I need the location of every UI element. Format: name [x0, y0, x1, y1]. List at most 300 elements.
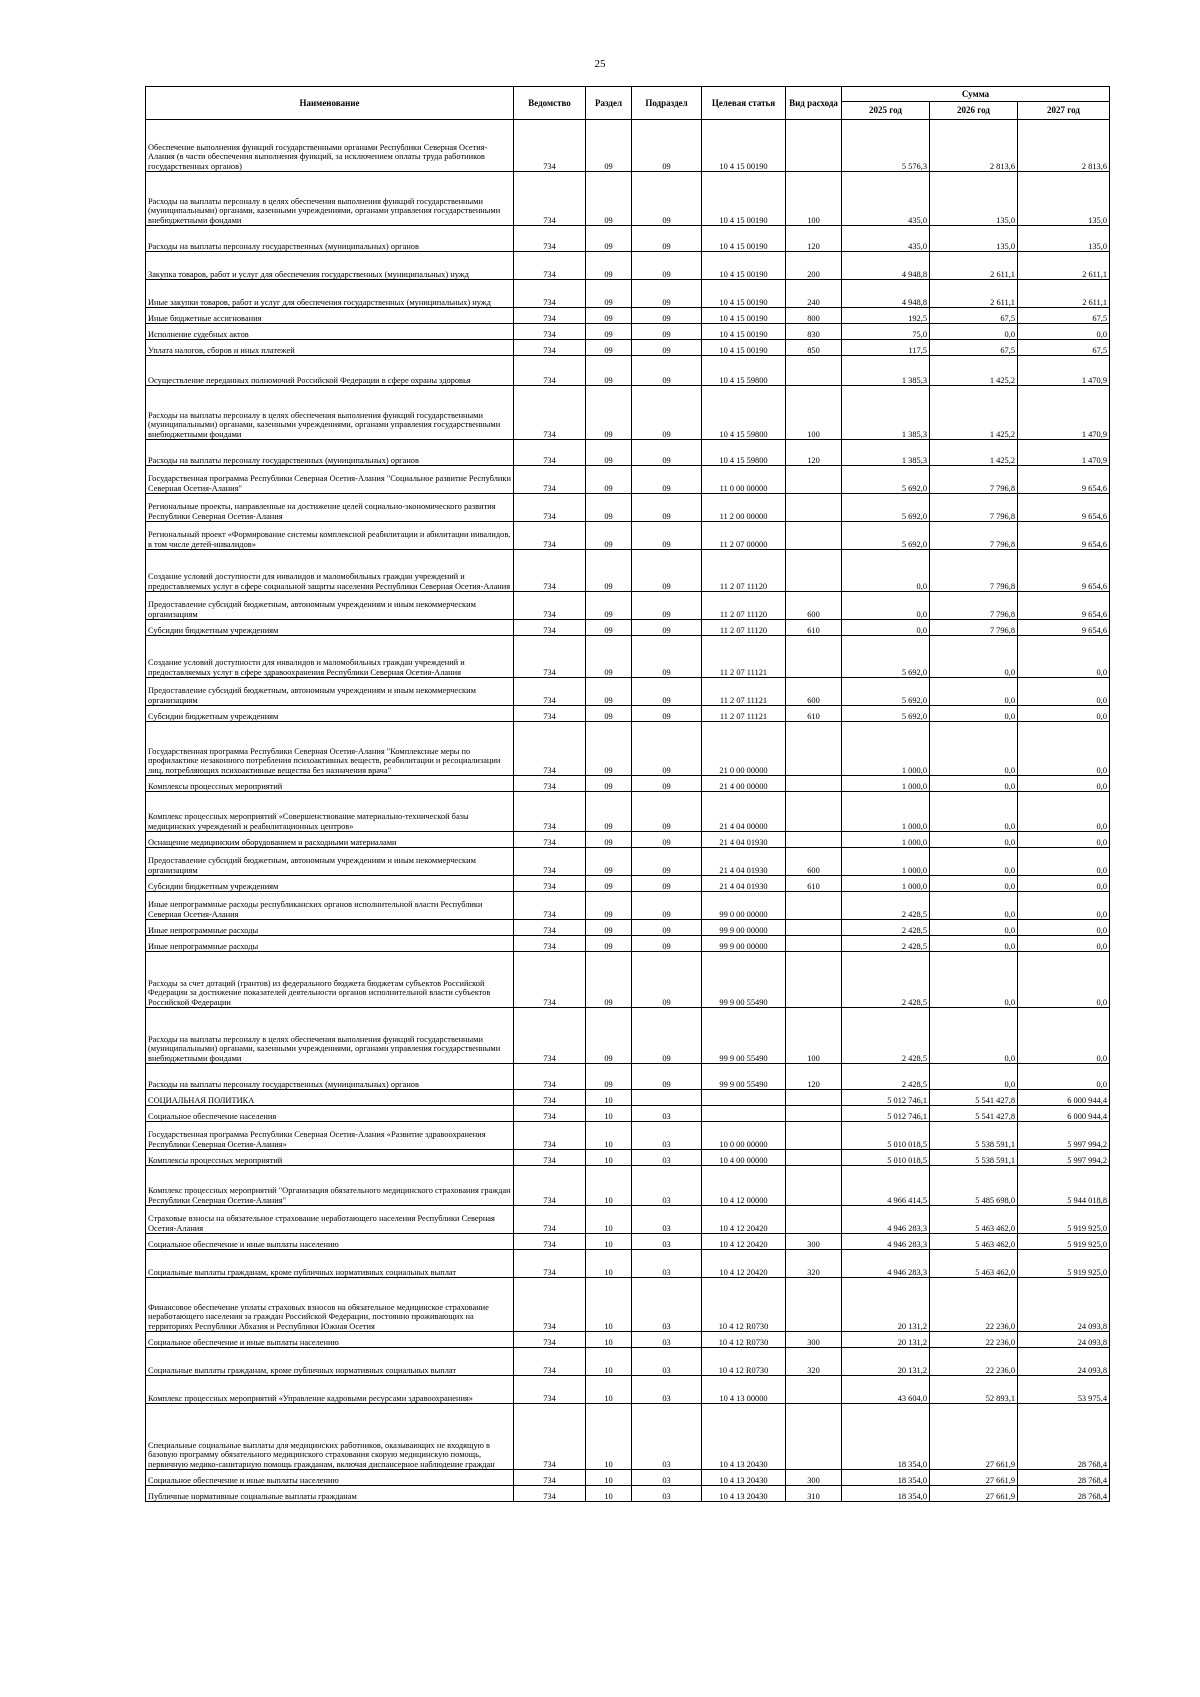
cell-2025: 435,0 — [842, 172, 930, 226]
cell-exp-type — [786, 722, 842, 776]
cell-2025: 2 428,5 — [842, 952, 930, 1008]
cell-subsection: 09 — [632, 340, 702, 356]
cell-exp-type: 800 — [786, 308, 842, 324]
cell-name: Государственная программа Республики Северная Осетия-Алания "Социальное развитие Республики Северная Осетия-Алания" — [146, 466, 514, 494]
cell-section: 09 — [586, 620, 632, 636]
cell-target: 10 4 13 00000 — [702, 1376, 786, 1404]
header-year-2025: 2025 год — [842, 102, 930, 120]
cell-exp-type: 120 — [786, 1064, 842, 1090]
cell-2025: 0,0 — [842, 592, 930, 620]
cell-subsection: 09 — [632, 226, 702, 252]
cell-2027: 28 768,4 — [1018, 1404, 1110, 1470]
cell-name: Государственная программа Республики Северная Осетия-Алания "Комплексные меры по профилактике незаконного потребления психоактивных веществ, реабилитации и ресоциализации лиц, потребляющих психоактивные вещества без назначения врача" — [146, 722, 514, 776]
cell-section: 10 — [586, 1122, 632, 1150]
cell-target: 11 2 07 11121 — [702, 636, 786, 678]
cell-2025: 5 576,3 — [842, 120, 930, 172]
cell-target: 21 4 04 01930 — [702, 832, 786, 848]
cell-name: Социальные выплаты гражданам, кроме публичных нормативных социальных выплат — [146, 1348, 514, 1376]
cell-target — [702, 1106, 786, 1122]
cell-2025: 1 000,0 — [842, 876, 930, 892]
cell-2026: 0,0 — [930, 920, 1018, 936]
cell-target: 10 4 13 20430 — [702, 1404, 786, 1470]
cell-name: Иные непрограммные расходы республиканских органов исполнительной власти Республики Северная Осетия-Алания — [146, 892, 514, 920]
cell-2027: 6 000 944,4 — [1018, 1106, 1110, 1122]
cell-dept: 734 — [514, 936, 586, 952]
cell-exp-type — [786, 1150, 842, 1166]
cell-section: 09 — [586, 706, 632, 722]
cell-2026: 0,0 — [930, 678, 1018, 706]
cell-2025: 0,0 — [842, 620, 930, 636]
cell-2027: 5 944 018,8 — [1018, 1166, 1110, 1206]
cell-section: 09 — [586, 678, 632, 706]
cell-2025: 5 692,0 — [842, 522, 930, 550]
table-row — [146, 1250, 1110, 1278]
cell-target: 11 2 07 11120 — [702, 592, 786, 620]
cell-dept: 734 — [514, 1064, 586, 1090]
table-row — [146, 1206, 1110, 1234]
cell-2026: 67,5 — [930, 308, 1018, 324]
cell-subsection: 09 — [632, 440, 702, 466]
cell-name: Социальное обеспечение населения — [146, 1106, 514, 1122]
cell-2027: 24 093,8 — [1018, 1332, 1110, 1348]
cell-section: 09 — [586, 172, 632, 226]
cell-exp-type — [786, 120, 842, 172]
cell-2027: 9 654,6 — [1018, 592, 1110, 620]
cell-name: Обеспечение выполнения функций государственными органами Республики Северная Осетия-Алания (в части обеспечения выполнения функций, за исключением оплаты труда работников государственных органов) — [146, 120, 514, 172]
cell-dept: 734 — [514, 1486, 586, 1502]
cell-2025: 435,0 — [842, 226, 930, 252]
cell-subsection: 03 — [632, 1376, 702, 1404]
cell-name: Расходы на выплаты персоналу в целях обеспечения выполнения функций государственными (муниципальными) органами, казенными учреждениями, органами управления государственными внебюджетными фондами — [146, 1008, 514, 1064]
cell-2025: 0,0 — [842, 550, 930, 592]
cell-dept: 734 — [514, 280, 586, 308]
cell-subsection: 09 — [632, 386, 702, 440]
cell-2025: 5 012 746,1 — [842, 1106, 930, 1122]
table-row — [146, 678, 1110, 706]
cell-dept: 734 — [514, 1166, 586, 1206]
cell-section: 10 — [586, 1332, 632, 1348]
cell-2026: 0,0 — [930, 324, 1018, 340]
cell-target: 21 4 00 00000 — [702, 776, 786, 792]
cell-section: 10 — [586, 1278, 632, 1332]
cell-dept: 734 — [514, 226, 586, 252]
cell-2026: 7 796,8 — [930, 592, 1018, 620]
cell-dept: 734 — [514, 920, 586, 936]
cell-dept: 734 — [514, 308, 586, 324]
cell-2025: 5 010 018,5 — [842, 1150, 930, 1166]
cell-section: 09 — [586, 936, 632, 952]
cell-dept: 734 — [514, 550, 586, 592]
cell-name: Иные непрограммные расходы — [146, 920, 514, 936]
cell-section: 09 — [586, 280, 632, 308]
cell-dept: 734 — [514, 1206, 586, 1234]
cell-exp-type: 600 — [786, 678, 842, 706]
cell-name: Создание условий доступности для инвалидов и маломобильных граждан учреждений и предоставляемых услуг в сфере социальной защиты населения Республики Северная Осетия-Алания — [146, 550, 514, 592]
cell-2026: 5 541 427,8 — [930, 1106, 1018, 1122]
cell-subsection: 09 — [632, 252, 702, 280]
cell-dept: 734 — [514, 832, 586, 848]
cell-target: 21 4 04 00000 — [702, 792, 786, 832]
cell-2027: 9 654,6 — [1018, 494, 1110, 522]
cell-subsection: 09 — [632, 936, 702, 952]
cell-2027: 5 997 994,2 — [1018, 1150, 1110, 1166]
cell-section: 09 — [586, 120, 632, 172]
cell-2026: 0,0 — [930, 1064, 1018, 1090]
cell-dept: 734 — [514, 120, 586, 172]
cell-subsection: 03 — [632, 1206, 702, 1234]
cell-dept: 734 — [514, 1008, 586, 1064]
cell-name: Комплексы процессных мероприятий — [146, 1150, 514, 1166]
cell-dept: 734 — [514, 1122, 586, 1150]
cell-target: 10 0 00 00000 — [702, 1122, 786, 1150]
cell-name: Расходы на выплаты персоналу в целях обеспечения выполнения функций государственными (муниципальными) органами, казенными учреждениями, органами управления государственными внебюджетными фондами — [146, 386, 514, 440]
cell-section: 09 — [586, 722, 632, 776]
cell-name: Публичные нормативные социальные выплаты гражданам — [146, 1486, 514, 1502]
cell-dept: 734 — [514, 848, 586, 876]
cell-exp-type: 610 — [786, 876, 842, 892]
cell-2027: 0,0 — [1018, 678, 1110, 706]
cell-subsection: 03 — [632, 1122, 702, 1150]
cell-section: 09 — [586, 522, 632, 550]
cell-section: 09 — [586, 356, 632, 386]
cell-dept: 734 — [514, 340, 586, 356]
cell-section: 09 — [586, 636, 632, 678]
cell-section: 09 — [586, 876, 632, 892]
cell-name: Страховые взносы на обязательное страхование неработающего населения Республики Северная Осетия-Алания — [146, 1206, 514, 1234]
cell-2025: 2 428,5 — [842, 920, 930, 936]
cell-2026: 0,0 — [930, 876, 1018, 892]
cell-2026: 67,5 — [930, 340, 1018, 356]
cell-2027: 0,0 — [1018, 722, 1110, 776]
cell-target: 11 2 07 11120 — [702, 620, 786, 636]
cell-name: Социальное обеспечение и иные выплаты населению — [146, 1470, 514, 1486]
cell-subsection: 09 — [632, 466, 702, 494]
cell-2025: 43 604,0 — [842, 1376, 930, 1404]
table-row — [146, 1332, 1110, 1348]
cell-target: 99 9 00 55490 — [702, 1008, 786, 1064]
cell-exp-type: 100 — [786, 1008, 842, 1064]
cell-exp-type — [786, 920, 842, 936]
cell-subsection: 03 — [632, 1250, 702, 1278]
cell-2025: 1 000,0 — [842, 848, 930, 876]
cell-exp-type — [786, 494, 842, 522]
table-row — [146, 550, 1110, 592]
cell-dept: 734 — [514, 1106, 586, 1122]
cell-target: 11 0 00 00000 — [702, 466, 786, 494]
header-dept: Ведомство — [514, 87, 586, 120]
cell-subsection: 09 — [632, 722, 702, 776]
cell-name: Субсидии бюджетным учреждениям — [146, 620, 514, 636]
table-row — [146, 1234, 1110, 1250]
table-row — [146, 592, 1110, 620]
cell-exp-type — [786, 550, 842, 592]
cell-target: 11 2 07 11120 — [702, 550, 786, 592]
cell-section: 10 — [586, 1376, 632, 1404]
cell-name: Создание условий доступности для инвалидов и маломобильных граждан учреждений и предоставляемых услуг в сфере здравоохранения Республики Северная Осетия-Алания — [146, 636, 514, 678]
table-row — [146, 848, 1110, 876]
cell-target: 10 4 12 R0730 — [702, 1332, 786, 1348]
cell-target: 10 4 13 20430 — [702, 1486, 786, 1502]
table-row — [146, 952, 1110, 1008]
cell-exp-type — [786, 636, 842, 678]
cell-2027: 0,0 — [1018, 1008, 1110, 1064]
cell-name: Комплекс процессных мероприятий «Совершенствование материально-технической базы медицинских учреждений и реабилитационных центров» — [146, 792, 514, 832]
cell-exp-type: 300 — [786, 1470, 842, 1486]
cell-subsection: 03 — [632, 1470, 702, 1486]
table-row — [146, 776, 1110, 792]
cell-subsection: 03 — [632, 1234, 702, 1250]
cell-2027: 0,0 — [1018, 1064, 1110, 1090]
cell-exp-type — [786, 1106, 842, 1122]
cell-2027: 1 470,9 — [1018, 386, 1110, 440]
table-row — [146, 1122, 1110, 1150]
table-row — [146, 1404, 1110, 1470]
cell-section: 10 — [586, 1090, 632, 1106]
cell-target: 99 9 00 00000 — [702, 936, 786, 952]
cell-name: Исполнение судебных актов — [146, 324, 514, 340]
header-year-2026: 2026 год — [930, 102, 1018, 120]
table-row — [146, 706, 1110, 722]
cell-subsection: 09 — [632, 776, 702, 792]
cell-target: 10 4 15 00190 — [702, 172, 786, 226]
cell-dept: 734 — [514, 494, 586, 522]
cell-2027: 6 000 944,4 — [1018, 1090, 1110, 1106]
table-row — [146, 1150, 1110, 1166]
cell-2027: 0,0 — [1018, 876, 1110, 892]
cell-subsection: 09 — [632, 920, 702, 936]
cell-subsection: 09 — [632, 952, 702, 1008]
cell-dept: 734 — [514, 1348, 586, 1376]
cell-name: Государственная программа Республики Северная Осетия-Алания «Развитие здравоохранения Республики Северная Осетия-Алания» — [146, 1122, 514, 1150]
table-row — [146, 620, 1110, 636]
table-row — [146, 324, 1110, 340]
cell-2026: 1 425,2 — [930, 386, 1018, 440]
cell-section: 09 — [586, 892, 632, 920]
cell-2027: 9 654,6 — [1018, 550, 1110, 592]
cell-2025: 1 385,3 — [842, 356, 930, 386]
cell-2025: 5 692,0 — [842, 636, 930, 678]
cell-dept: 734 — [514, 1090, 586, 1106]
cell-2025: 20 131,2 — [842, 1332, 930, 1348]
cell-dept: 734 — [514, 1470, 586, 1486]
cell-section: 10 — [586, 1470, 632, 1486]
cell-dept: 734 — [514, 1250, 586, 1278]
cell-target: 10 4 12 20420 — [702, 1250, 786, 1278]
cell-section: 09 — [586, 386, 632, 440]
cell-subsection: 09 — [632, 1008, 702, 1064]
cell-exp-type — [786, 952, 842, 1008]
cell-2027: 1 470,9 — [1018, 356, 1110, 386]
cell-2027: 135,0 — [1018, 226, 1110, 252]
header-section: Раздел — [586, 87, 632, 120]
cell-2026: 27 661,9 — [930, 1486, 1018, 1502]
cell-exp-type: 240 — [786, 280, 842, 308]
cell-section: 10 — [586, 1404, 632, 1470]
cell-target: 10 4 15 00190 — [702, 280, 786, 308]
table-row — [146, 494, 1110, 522]
cell-exp-type — [786, 832, 842, 848]
cell-exp-type: 120 — [786, 226, 842, 252]
cell-section: 10 — [586, 1166, 632, 1206]
cell-exp-type — [786, 1376, 842, 1404]
header-subsection: Подраздел — [632, 87, 702, 120]
cell-2026: 52 893,1 — [930, 1376, 1018, 1404]
cell-name: Субсидии бюджетным учреждениям — [146, 706, 514, 722]
table-row — [146, 1486, 1110, 1502]
table-row — [146, 1166, 1110, 1206]
cell-section: 10 — [586, 1234, 632, 1250]
page-number: 25 — [594, 58, 606, 70]
cell-target: 99 9 00 55490 — [702, 1064, 786, 1090]
cell-target: 10 4 15 00190 — [702, 252, 786, 280]
cell-name: Комплексы процессных мероприятий — [146, 776, 514, 792]
cell-2025: 4 948,8 — [842, 252, 930, 280]
cell-2027: 2 611,1 — [1018, 280, 1110, 308]
cell-dept: 734 — [514, 620, 586, 636]
cell-2026: 7 796,8 — [930, 550, 1018, 592]
cell-exp-type: 100 — [786, 386, 842, 440]
cell-target: 99 9 00 55490 — [702, 952, 786, 1008]
cell-exp-type — [786, 466, 842, 494]
cell-section: 09 — [586, 1008, 632, 1064]
cell-2027: 0,0 — [1018, 920, 1110, 936]
cell-exp-type: 100 — [786, 172, 842, 226]
cell-section: 09 — [586, 952, 632, 1008]
cell-subsection: 09 — [632, 550, 702, 592]
cell-subsection: 09 — [632, 876, 702, 892]
cell-section: 09 — [586, 226, 632, 252]
cell-2027: 9 654,6 — [1018, 522, 1110, 550]
cell-exp-type: 610 — [786, 620, 842, 636]
cell-exp-type: 830 — [786, 324, 842, 340]
cell-section: 09 — [586, 324, 632, 340]
cell-2027: 2 611,1 — [1018, 252, 1110, 280]
cell-section: 09 — [586, 494, 632, 522]
cell-subsection: 09 — [632, 892, 702, 920]
cell-2027: 2 813,6 — [1018, 120, 1110, 172]
cell-dept: 734 — [514, 172, 586, 226]
cell-name: Закупка товаров, работ и услуг для обеспечения государственных (муниципальных) нужд — [146, 252, 514, 280]
cell-name: Региональный проект «Формирование системы комплексной реабилитации и абилитации инвалидов, в том числе детей-инвалидов» — [146, 522, 514, 550]
cell-subsection: 09 — [632, 324, 702, 340]
table-row — [146, 1008, 1110, 1064]
cell-2027: 5 919 925,0 — [1018, 1234, 1110, 1250]
cell-exp-type: 600 — [786, 592, 842, 620]
cell-dept: 734 — [514, 356, 586, 386]
cell-name: Субсидии бюджетным учреждениям — [146, 876, 514, 892]
cell-target: 11 2 07 11121 — [702, 678, 786, 706]
cell-target: 10 4 15 00190 — [702, 340, 786, 356]
cell-section: 10 — [586, 1348, 632, 1376]
cell-2027: 0,0 — [1018, 324, 1110, 340]
table-row — [146, 172, 1110, 226]
cell-target: 10 4 15 00190 — [702, 324, 786, 340]
cell-subsection: 09 — [632, 494, 702, 522]
cell-subsection: 09 — [632, 620, 702, 636]
cell-target: 10 4 12 20420 — [702, 1234, 786, 1250]
cell-subsection: 03 — [632, 1278, 702, 1332]
cell-exp-type — [786, 1122, 842, 1150]
cell-section: 09 — [586, 592, 632, 620]
cell-dept: 734 — [514, 952, 586, 1008]
cell-name: СОЦИАЛЬНАЯ ПОЛИТИКА — [146, 1090, 514, 1106]
cell-section: 09 — [586, 440, 632, 466]
cell-exp-type — [786, 936, 842, 952]
cell-name: Иные непрограммные расходы — [146, 936, 514, 952]
cell-dept: 734 — [514, 1278, 586, 1332]
cell-2027: 9 654,6 — [1018, 466, 1110, 494]
table-row — [146, 876, 1110, 892]
cell-section: 10 — [586, 1106, 632, 1122]
table-row — [146, 466, 1110, 494]
cell-2026: 7 796,8 — [930, 494, 1018, 522]
cell-2026: 2 611,1 — [930, 252, 1018, 280]
cell-2025: 18 354,0 — [842, 1486, 930, 1502]
table-row — [146, 356, 1110, 386]
cell-dept: 734 — [514, 792, 586, 832]
cell-2026: 0,0 — [930, 892, 1018, 920]
cell-section: 09 — [586, 832, 632, 848]
cell-2025: 2 428,5 — [842, 1064, 930, 1090]
cell-section: 10 — [586, 1206, 632, 1234]
cell-section: 09 — [586, 308, 632, 324]
cell-name: Иные бюджетные ассигнования — [146, 308, 514, 324]
cell-2026: 7 796,8 — [930, 620, 1018, 636]
cell-section: 09 — [586, 920, 632, 936]
cell-2026: 5 463 462,0 — [930, 1234, 1018, 1250]
cell-2026: 1 425,2 — [930, 440, 1018, 466]
cell-exp-type: 300 — [786, 1332, 842, 1348]
cell-name: Предоставление субсидий бюджетным, автономным учреждениям и иным некоммерческим организациям — [146, 678, 514, 706]
cell-section: 10 — [586, 1250, 632, 1278]
table-row — [146, 936, 1110, 952]
cell-2025: 18 354,0 — [842, 1470, 930, 1486]
cell-subsection — [632, 1090, 702, 1106]
cell-name: Иные закупки товаров, работ и услуг для обеспечения государственных (муниципальных) нужд — [146, 280, 514, 308]
cell-2025: 18 354,0 — [842, 1404, 930, 1470]
cell-subsection: 03 — [632, 1150, 702, 1166]
cell-exp-type — [786, 1278, 842, 1332]
cell-dept: 734 — [514, 636, 586, 678]
table-row — [146, 386, 1110, 440]
table-row — [146, 522, 1110, 550]
cell-target: 21 0 00 00000 — [702, 722, 786, 776]
cell-2026: 27 661,9 — [930, 1404, 1018, 1470]
cell-2025: 5 010 018,5 — [842, 1122, 930, 1150]
table-row — [146, 280, 1110, 308]
cell-target: 10 4 12 R0730 — [702, 1348, 786, 1376]
budget-table — [145, 86, 1110, 1502]
cell-section: 09 — [586, 252, 632, 280]
cell-2026: 0,0 — [930, 792, 1018, 832]
cell-exp-type — [786, 892, 842, 920]
cell-2026: 5 541 427,8 — [930, 1090, 1018, 1106]
cell-subsection: 09 — [632, 356, 702, 386]
cell-2025: 1 385,3 — [842, 386, 930, 440]
cell-subsection: 09 — [632, 308, 702, 324]
cell-section: 09 — [586, 550, 632, 592]
cell-exp-type: 600 — [786, 848, 842, 876]
cell-2027: 24 093,8 — [1018, 1278, 1110, 1332]
cell-2027: 24 093,8 — [1018, 1348, 1110, 1376]
cell-name: Социальное обеспечение и иные выплаты населению — [146, 1332, 514, 1348]
cell-2025: 1 000,0 — [842, 776, 930, 792]
cell-name: Предоставление субсидий бюджетным, автономным учреждениям и иным некоммерческим организациям — [146, 592, 514, 620]
cell-2026: 22 236,0 — [930, 1278, 1018, 1332]
cell-2027: 0,0 — [1018, 776, 1110, 792]
cell-section: 09 — [586, 776, 632, 792]
cell-2025: 4 946 283,3 — [842, 1206, 930, 1234]
